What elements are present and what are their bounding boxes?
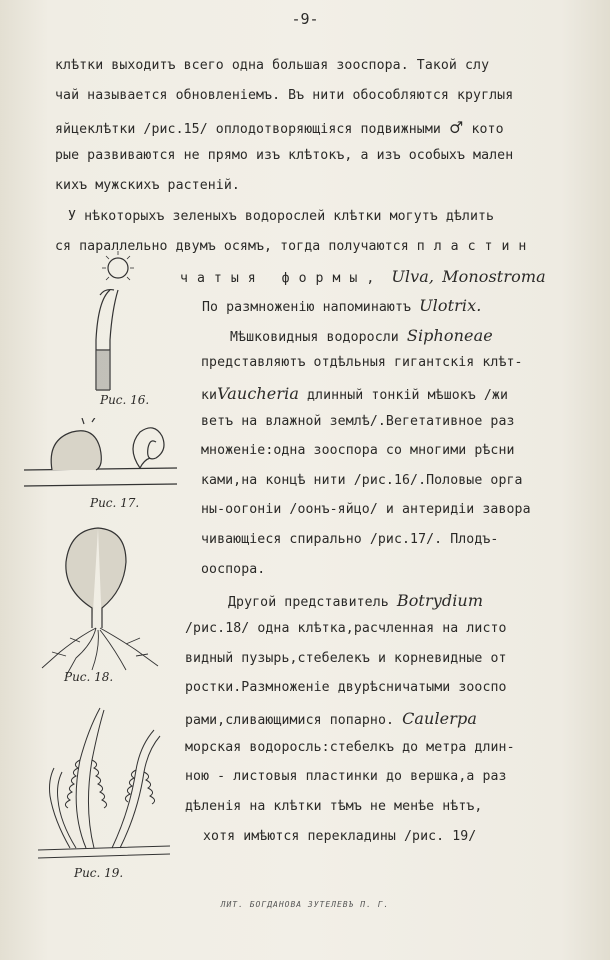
text-line: хотя имѣются перекладины /рис. 19/ <box>203 829 477 844</box>
figure-16-illustration <box>70 250 150 400</box>
text-line: видный пузырь,стебелекъ и корневидные от <box>185 651 507 666</box>
figure-17-caption: Рис. 17. <box>90 496 140 510</box>
text-line: рые развиваются не прямо изъ клѣтокъ, а изъ особыхъ мален <box>55 148 514 163</box>
handwritten-latin: Vaucheria <box>217 384 299 403</box>
handwritten-latin: Caulerpa <box>402 709 477 728</box>
text-line: множеніе:одна зооспора со многими рѣсни <box>201 443 515 458</box>
text-line: морская водоросль:стебелкъ до метра длин- <box>185 740 515 755</box>
text-line: ны-оогоніи /оонъ-яйцо/ и антеридіи завора <box>201 502 531 517</box>
text-line: чай называется обновленіемъ. Въ нити обособляются круглыя <box>55 88 514 103</box>
handwritten-latin: Siphoneae <box>406 326 493 345</box>
text-line: ся параллельно двумъ осямъ, тогда получаются пластин <box>55 239 536 254</box>
text-line: По размноженію напоминаютъ Ulotrix. <box>202 296 482 315</box>
figure-17-illustration <box>22 418 182 498</box>
figure-19-caption: Рис. 19. <box>74 866 124 880</box>
text-line: Другой представитель Botrydium <box>228 591 484 610</box>
text-line: ооспора. <box>201 562 266 577</box>
printer-imprint: ЛИТ. БОГДАНОВА ЗУТЕЛЕВЪ П. Г. <box>220 900 390 909</box>
figure-19-illustration <box>30 700 180 870</box>
text-line: У нѣкоторыхъ зеленыхъ водорослей клѣтки могутъ дѣлить <box>68 209 495 224</box>
figure-18-illustration <box>36 520 166 680</box>
handwritten-latin: Ulotrix. <box>419 296 482 315</box>
text-line: представляютъ отдѣльныя гигантскія клѣт- <box>201 355 523 370</box>
text-line: /рис.18/ одна клѣтка,расчленная на листо <box>185 621 507 636</box>
text-line: чивающіеся спирально /рис.17/. Плодъ- <box>201 532 499 547</box>
text-line: ною - листовыя пластинки до вершка,а раз <box>185 769 507 784</box>
male-symbol: ♂ <box>448 118 464 137</box>
text-line: Мѣшковидныя водоросли Siphoneae <box>230 326 493 345</box>
text-line: киVaucheria длинный тонкій мѣшокъ /жи <box>201 384 509 403</box>
text-line: ростки.Размноженіе двурѣсничатыми зооспо <box>185 680 507 695</box>
page-number: -9- <box>291 10 319 28</box>
handwritten-latin: Ulva, <box>391 267 435 286</box>
text-line: яйцеклѣтки /рис.15/ оплодотворяющіяся подвижными ♂ кото <box>55 118 504 137</box>
text-line: клѣтки выходитъ всего одна большая зооспора. Такой слу <box>55 58 490 73</box>
figure-18-caption: Рис. 18. <box>64 670 114 684</box>
text-line: ветъ на влажной землѣ/.Вегетативное раз <box>201 414 515 429</box>
text-line: чатыя формы, Ulva, Monostroma <box>180 267 546 286</box>
text-line: кихъ мужскихъ растеній. <box>55 178 240 193</box>
text-line: ками,на концѣ нити /рис.16/.Половые орга <box>201 473 523 488</box>
figure-16-caption: Рис. 16. <box>100 393 150 407</box>
handwritten-latin: Botrydium <box>396 591 484 610</box>
text-line: рами,сливающимися попарно. Caulerpa <box>185 709 477 728</box>
handwritten-latin: Monostroma <box>442 267 546 286</box>
text-line: дѣленія на клѣтки тѣмъ не менѣе нѣтъ, <box>185 799 483 814</box>
